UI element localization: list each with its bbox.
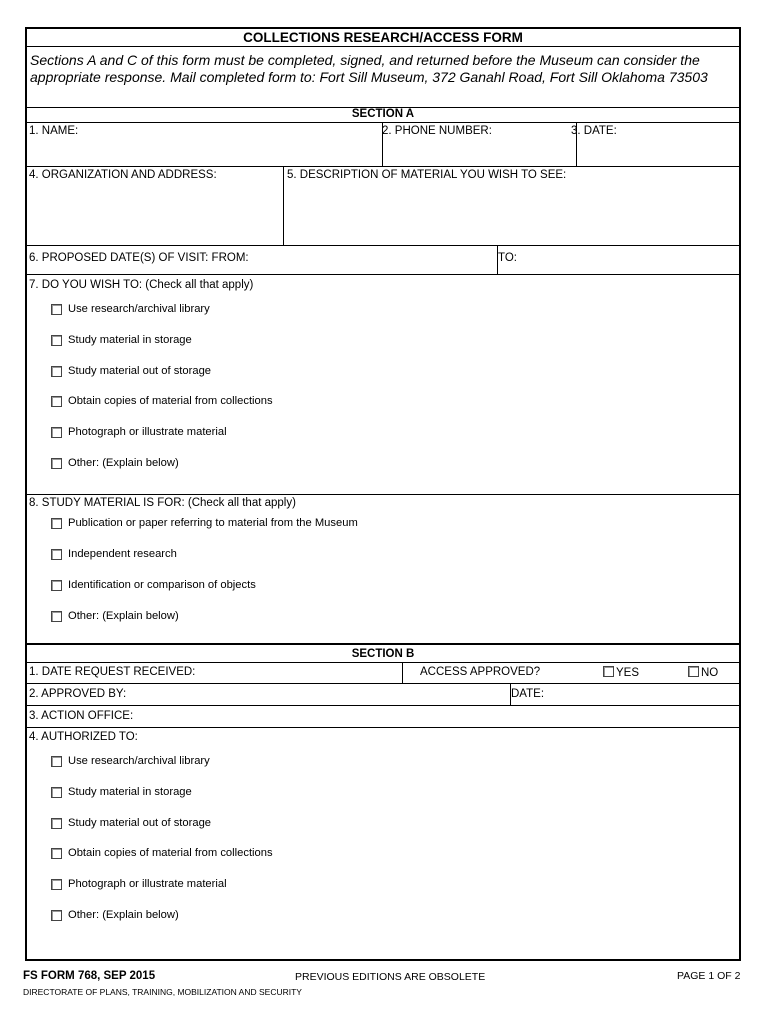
name-field-label: 1. NAME:: [29, 125, 79, 137]
visit-to-label: TO:: [498, 252, 517, 264]
wish-option[interactable]: Other: (Explain below): [51, 457, 179, 469]
visit-to-field[interactable]: [520, 247, 736, 273]
visit-from-field[interactable]: [277, 247, 495, 273]
approval-date-field[interactable]: [552, 684, 737, 704]
checkbox-icon[interactable]: [51, 427, 62, 438]
description-field[interactable]: [285, 182, 737, 244]
checkbox-icon[interactable]: [51, 910, 62, 921]
divider: [27, 494, 739, 495]
checkbox-icon[interactable]: [51, 848, 62, 859]
form-title: COLLECTIONS RESEARCH/ACCESS FORM: [243, 30, 523, 45]
authorized-option[interactable]: Other: (Explain below): [51, 909, 179, 921]
name-field[interactable]: [27, 137, 380, 165]
divider: [27, 727, 739, 728]
page-number: PAGE 1 OF 2: [677, 970, 741, 982]
authorized-option[interactable]: Study material in storage: [51, 786, 192, 798]
checkbox-icon[interactable]: [51, 756, 62, 767]
date-field-label: 3. DATE:: [571, 125, 617, 137]
divider: [402, 662, 403, 683]
divider: [283, 166, 284, 245]
divider: [27, 643, 739, 645]
authorized-option[interactable]: Study material out of storage: [51, 817, 211, 829]
approved-by-field[interactable]: [142, 684, 507, 704]
visit-from-label: 6. PROPOSED DATE(S) OF VISIT: FROM:: [29, 252, 249, 264]
section-b-heading: SECTION B: [351, 648, 415, 660]
wish-option[interactable]: Obtain copies of material from collections: [51, 395, 273, 407]
divider: [27, 166, 739, 167]
checkbox-icon[interactable]: [51, 518, 62, 529]
divider: [27, 274, 739, 275]
divider: [27, 122, 739, 123]
checkbox-icon[interactable]: [688, 666, 699, 677]
checkbox-icon[interactable]: [51, 818, 62, 829]
checkbox-icon[interactable]: [51, 396, 62, 407]
wish-option[interactable]: Photograph or illustrate material: [51, 426, 227, 438]
phone-field-label: 2. PHONE NUMBER:: [382, 125, 492, 137]
study-option[interactable]: Independent research: [51, 548, 177, 560]
approval-date-label: DATE:: [511, 688, 545, 700]
date-received-label: 1. DATE REQUEST RECEIVED:: [29, 666, 196, 678]
authorized-option[interactable]: Use research/archival library: [51, 755, 210, 767]
checkbox-icon[interactable]: [51, 580, 62, 591]
study-option[interactable]: Publication or paper referring to material from the Museum: [51, 517, 358, 529]
wish-option[interactable]: Use research/archival library: [51, 303, 210, 315]
wish-option[interactable]: Study material in storage: [51, 334, 192, 346]
collections-access-form: [25, 27, 741, 961]
checkbox-icon[interactable]: [51, 611, 62, 622]
study-option[interactable]: Identification or comparison of objects: [51, 579, 256, 591]
section-a-heading: SECTION A: [351, 108, 415, 120]
wish-option[interactable]: Study material out of storage: [51, 365, 211, 377]
obsolete-notice: PREVIOUS EDITIONS ARE OBSOLETE: [295, 971, 486, 983]
checkbox-icon[interactable]: [51, 879, 62, 890]
divider: [27, 245, 739, 246]
approved-by-label: 2. APPROVED BY:: [29, 688, 127, 700]
checkbox-icon[interactable]: [51, 366, 62, 377]
checkbox-icon[interactable]: [51, 458, 62, 469]
authorized-option[interactable]: Obtain copies of material from collections: [51, 847, 273, 859]
study-option[interactable]: Other: (Explain below): [51, 610, 179, 622]
organization-field-label: 4. ORGANIZATION AND ADDRESS:: [29, 169, 217, 181]
checkbox-icon[interactable]: [603, 666, 614, 677]
organization-field[interactable]: [27, 182, 281, 244]
checkbox-icon[interactable]: [51, 787, 62, 798]
access-approved-label: ACCESS APPROVED?: [420, 666, 541, 678]
study-question-label: 8. STUDY MATERIAL IS FOR: (Check all that apply): [29, 497, 296, 509]
wish-question-label: 7. DO YOU WISH TO: (Check all that apply): [29, 279, 254, 291]
directorate-name: DIRECTORATE OF PLANS, TRAINING, MOBILIZATION AND SECURITY: [23, 987, 302, 997]
form-instructions: Sections A and C of this form must be completed, signed, and returned before the Museum can consider the appropriate response. Mail completed form to: Fort Sill Museum, 372 Ganahl Road, Fort Sill Oklahoma 73503: [30, 52, 708, 85]
phone-field[interactable]: [384, 137, 574, 165]
date-received-field[interactable]: [217, 663, 397, 682]
form-number: FS FORM 768, SEP 2015: [23, 970, 156, 982]
checkbox-icon[interactable]: [51, 304, 62, 315]
date-field[interactable]: [578, 137, 738, 165]
action-office-field[interactable]: [152, 706, 737, 726]
checkbox-icon[interactable]: [51, 335, 62, 346]
action-office-label: 3. ACTION OFFICE:: [29, 710, 134, 722]
authorized-label: 4. AUTHORIZED TO:: [29, 731, 138, 743]
divider: [27, 46, 739, 47]
approved-no-option[interactable]: NO: [688, 666, 718, 679]
checkbox-icon[interactable]: [51, 549, 62, 560]
approved-yes-option[interactable]: YES: [603, 666, 639, 679]
authorized-option[interactable]: Photograph or illustrate material: [51, 878, 227, 890]
description-field-label: 5. DESCRIPTION OF MATERIAL YOU WISH TO SEE:: [287, 169, 567, 181]
